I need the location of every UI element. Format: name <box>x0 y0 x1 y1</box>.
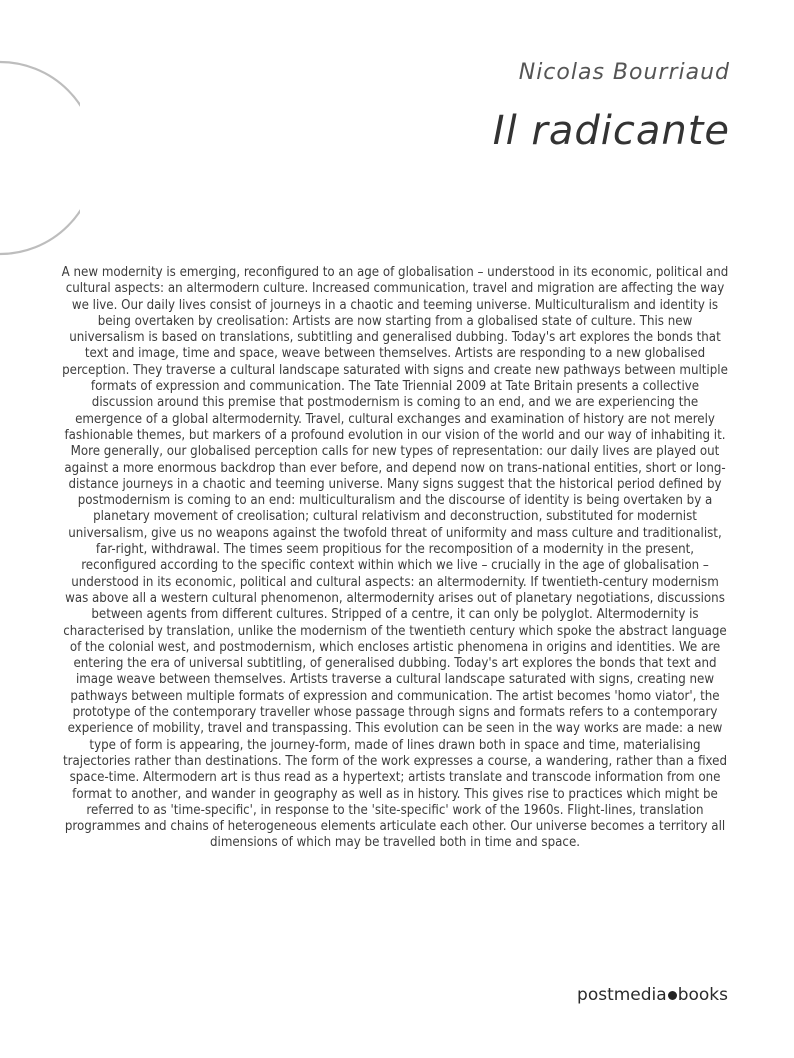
publisher-name-part2: books <box>677 985 728 1005</box>
blurb-text: A new modernity is emerging, reconfigured to an age of globalisation – understood in its economic, political and cultural aspects: an altermodern culture. Increased communication, travel and migration are affecting the way we live. Our daily lives consist of journeys in a chaotic and teeming universe. Multiculturalism and identity is being overtaken by creolisation: Artists are now starting from a globalised state of culture. This new universalism is based on translations, subtitling and generalised dubbing. Today's art explores the bonds that text and image, time and space, weave between themselves. Artists are responding to a new globalised perception. They traverse a cultural landscape saturated with signs and create new pathways between multiple formats of expression and communication. The Tate Triennial 2009 at Tate Britain presents a collective discussion around this premise that postmodernism is coming to an end, and we are experiencing the emergence of a global altermodernity. Travel, cultural exchanges and examination of history are not merely fashionable themes, but markers of a profound evolution in our vision of the world and our way of inhabiting it. More generally, our globalised perception calls for new types of representation: our daily lives are played out against a more enormous backdrop than ever before, and depend now on trans-national entities, short or long-distance journeys in a chaotic and teeming universe. Many signs suggest that the historical period defined by postmodernism is coming to an end: multiculturalism and the discourse of identity is being overtaken by a planetary movement of creolisation; cultural relativism and deconstruction, substituted for modernist universalism, give us no weapons against the twofold threat of uniformity and mass culture and traditionalist, far-right, withdrawal. The times seem propitious for the recomposition of a modernity in the present, reconfigured according to the specific context within which we live – crucially in the age of globalisation – understood in its economic, political and cultural aspects: an altermodernity. If twentieth-century modernism was above all a western cultural phenomenon, altermodernity arises out of planetary negotiations, discussions between agents from different cultures. Stripped of a centre, it can only be polyglot. Altermodernity is characterised by translation, unlike the modernism of the twentieth century which spoke the abstract language of the colonial west, and postmodernism, which encloses artistic phenomena in origins and identities. We are entering the era of universal subtitling, of generalised dubbing. Today's art explores the bonds that text and image weave between themselves. Artists traverse a cultural landscape saturated with signs, creating new pathways between multiple formats of expression and communication. The artist becomes 'homo viator', the prototype of the contemporary traveller whose passage through signs and formats refers to a contemporary experience of mobility, travel and transpassing. This evolution can be seen in the way works are made: a new type of form is appearing, the journey-form, made of lines drawn both in space and time, materialising trajectories rather than destinations. The form of the work expresses a course, a wandering, rather than a fixed space-time. Altermodern art is thus read as a hypertext; artists translate and transcode information from one format to another, and wander in geography as well as in history. This gives rise to practices which might be referred to as 'time-specific', in response to the 'site-specific' work of the 1960s. Flight-lines, translation programmes and chains of heterogeneous elements articulate each other. Our universe becomes a territory all dimensions of which may be travelled both in time and space. <box>61 265 729 851</box>
decorative-circle-arc <box>0 0 80 270</box>
author-name: Nicolas Bourriaud <box>518 60 730 85</box>
book-title: Il radicante <box>492 108 730 154</box>
logo-dot-icon <box>668 991 677 1000</box>
publisher-logo <box>577 985 728 1005</box>
publisher-name-part1: postmedia <box>577 985 667 1005</box>
